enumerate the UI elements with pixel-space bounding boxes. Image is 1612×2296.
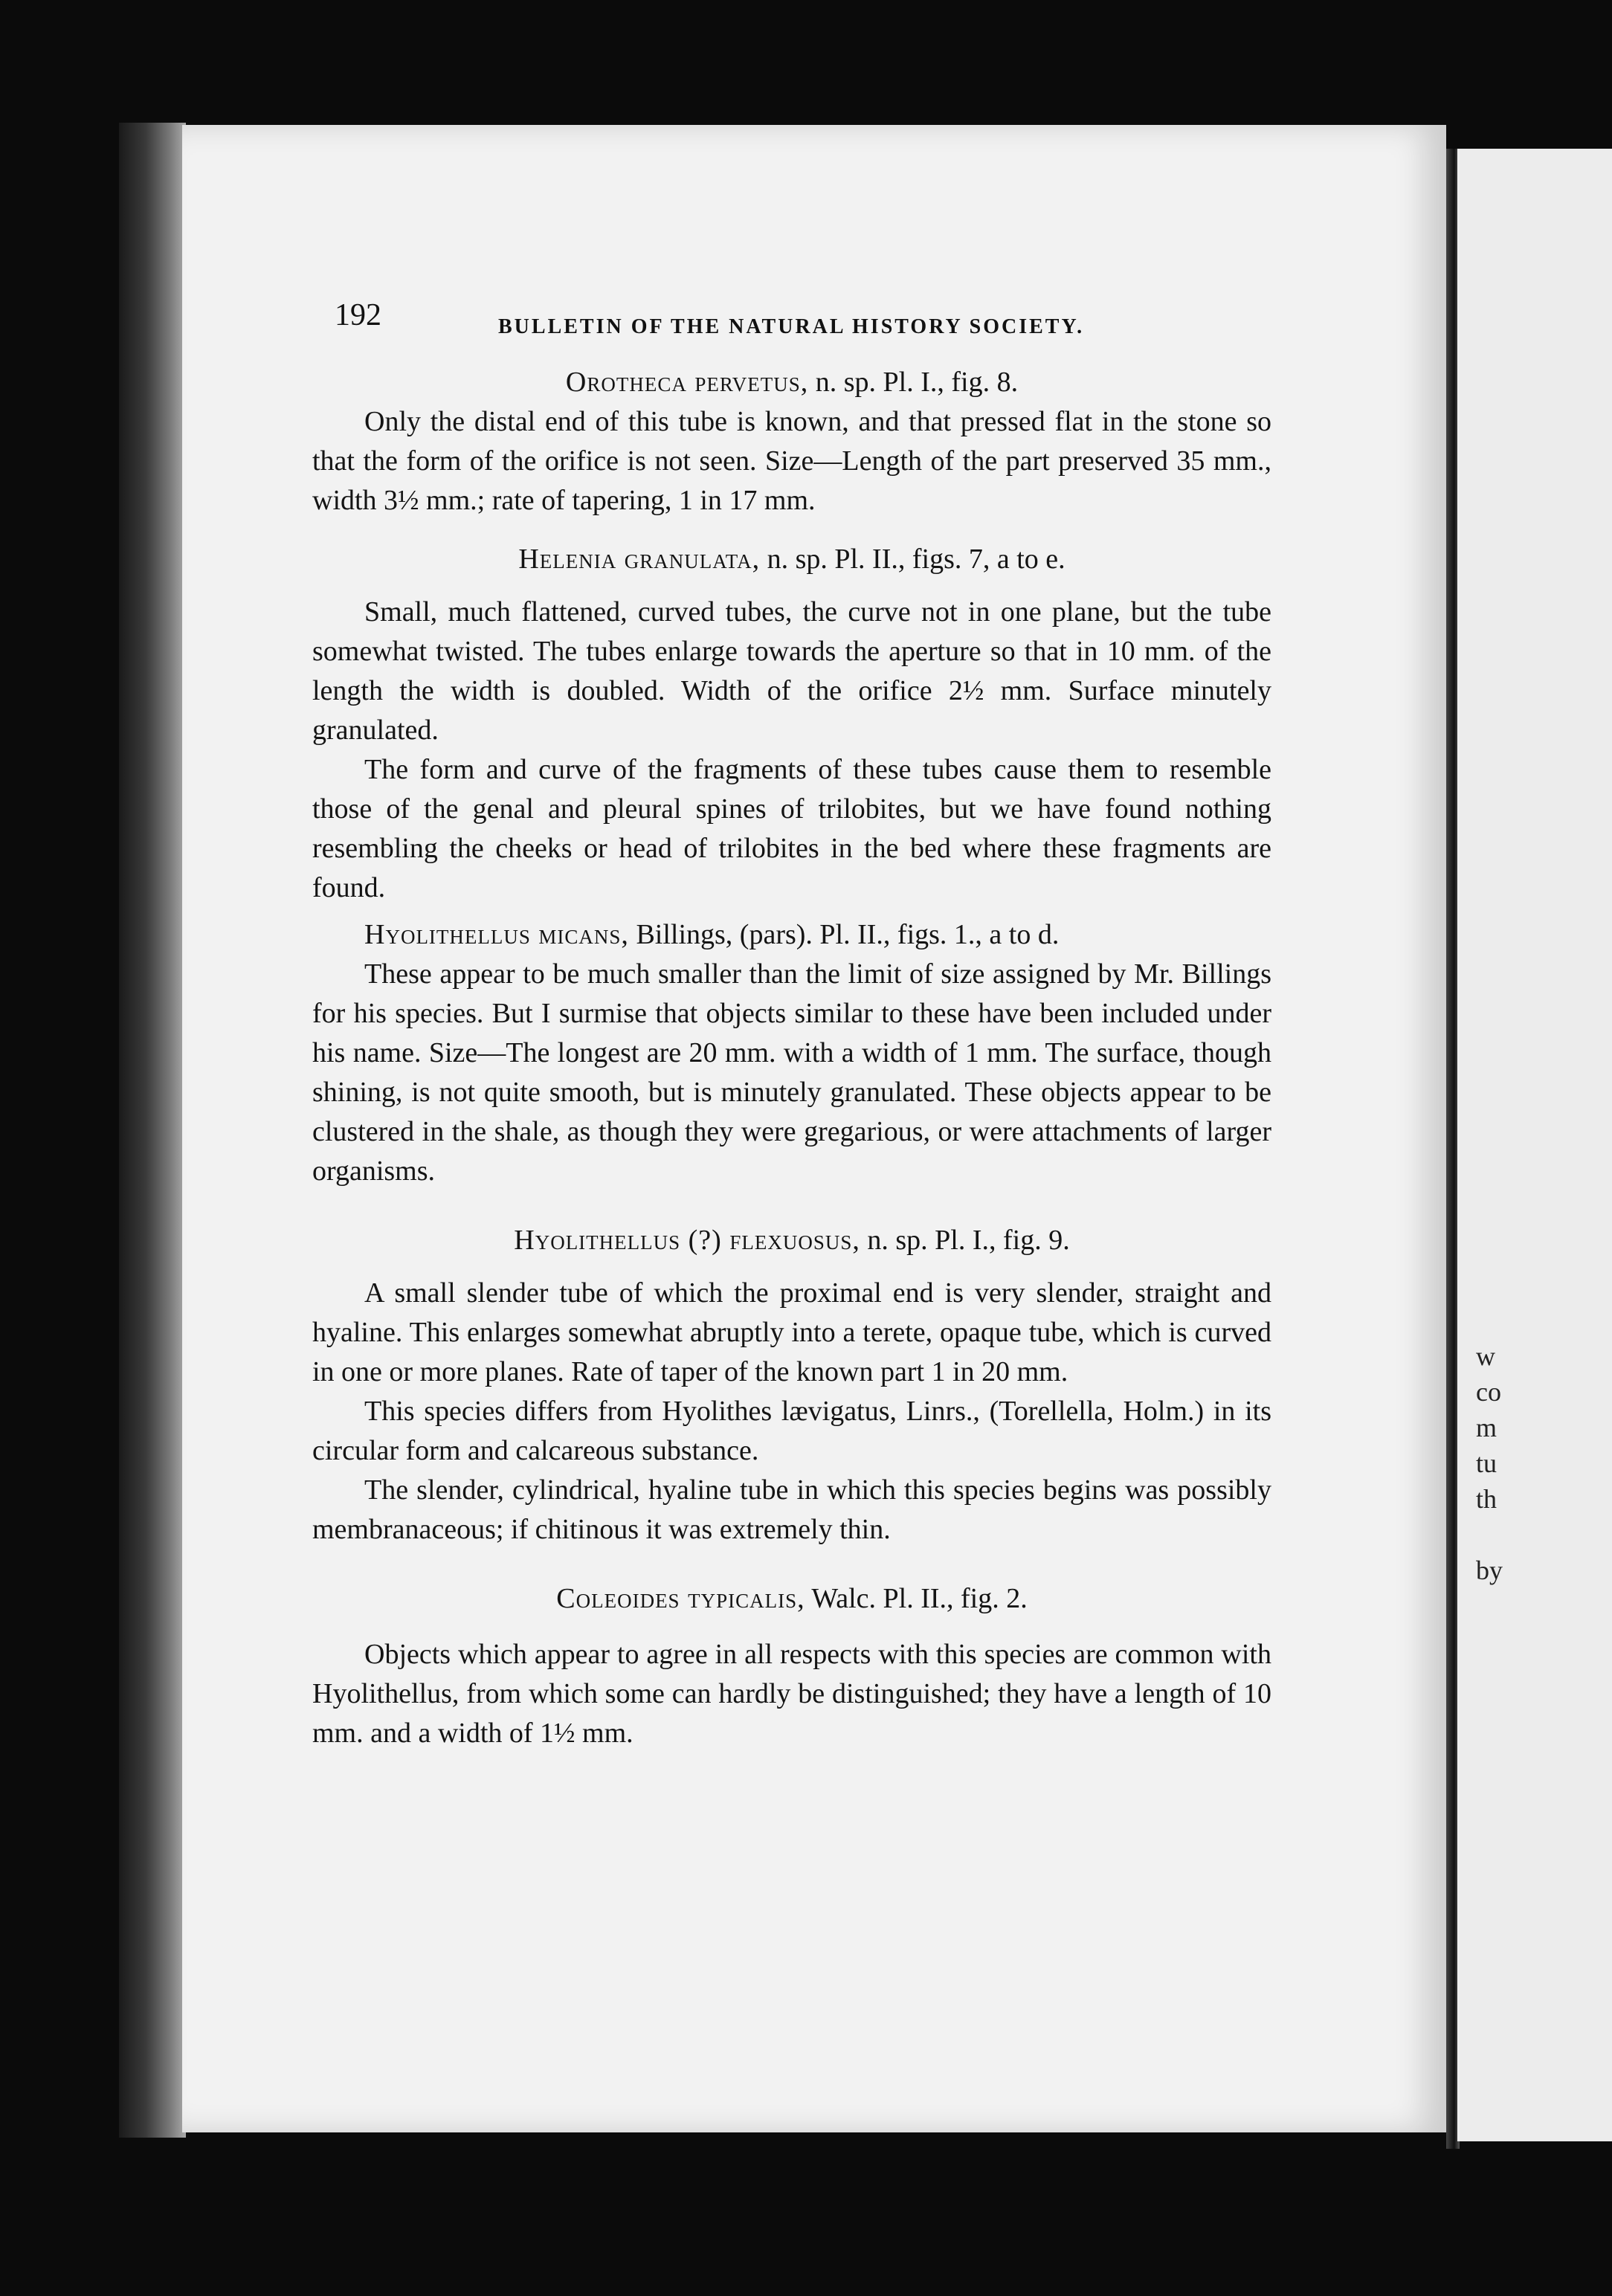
taxon-name: Hyolithellus (?) flexuosus, (514, 1225, 860, 1256)
description-paragraph: The slender, cylindrical, hyaline tube in which this species begins was possibly membranaceous; if chitinous it was extremely thin. (312, 1474, 1271, 1545)
species-heading (312, 540, 1271, 579)
species-heading (312, 1579, 1271, 1619)
fragment-line: m (1476, 1413, 1497, 1442)
description-paragraph: Only the distal end of this tube is known, and that pressed flat in the stone so that the form of the orifice is not seen. Size—Length of the part preserved 35 mm., width 3½ mm.; rate of tapering, 1 in 17 mm. (312, 406, 1271, 516)
species-heading (312, 1221, 1271, 1260)
fragment-line: tu (1476, 1448, 1497, 1478)
description-paragraph: A small slender tube of which the proximal end is very slender, straight and hyaline. This enlarges somewhat abruptly into a terete, opaque tube, which is curved in one or more planes. Rate of taper of the known part 1 in 20 mm. (312, 1277, 1271, 1387)
description-paragraph: This species differs from Hyolithes lævigatus, Linrs., (Torellella, Holm.) in its circular form and calcareous substance. (312, 1396, 1271, 1466)
taxon-name: Orotheca pervetus, (565, 367, 809, 398)
taxon-name: Coleoides typicalis, (556, 1583, 805, 1614)
right-page-edge (1457, 149, 1612, 2141)
taxon-reference: n. sp. Pl. II., figs. 7, a to e. (760, 544, 1065, 575)
header-title: BULLETIN OF THE NATURAL HISTORY SOCIETY. (498, 315, 1085, 338)
fragment-line: by (1476, 1555, 1503, 1585)
fragment-line: co (1476, 1377, 1501, 1407)
fragment-line: w (1476, 1341, 1495, 1371)
taxon-reference: Walc. Pl. II., fig. 2. (805, 1583, 1028, 1614)
description-paragraph: These appear to be much smaller than the limit of size assigned by Mr. Billings for his species. But I surmise that objects similar to these have been included under his name. Size—The longest are 20 mm. with a width of 1 mm. The surface, though shining, is not quite smooth, but is minutely granulated. These objects appear to be clustered in the shale, as though they were gregarious, or were attachments of larger organisms. (312, 958, 1271, 1187)
taxon-name: Helenia granulata, (518, 544, 761, 575)
taxon-reference: n. sp. Pl. I., fig. 8. (808, 367, 1019, 398)
taxon-name: Hyolithellus micans, (364, 919, 629, 950)
description-paragraph: The form and curve of the fragments of these tubes cause them to resemble those of the genal and pleural spines of trilobites, but we have found nothing resembling the cheeks or head of trilobites in the bed where these fragments are found. (312, 754, 1271, 903)
taxon-reference: Billings, (pars). Pl. II., figs. 1., a to d. (628, 919, 1060, 950)
species-heading (312, 915, 1271, 955)
fragment-line: th (1476, 1484, 1497, 1514)
page-body (312, 363, 1271, 1753)
page-number: 192 (335, 298, 381, 332)
fragment-line (1476, 1517, 1595, 1552)
species-heading (312, 363, 1271, 402)
description-paragraph: Objects which appear to agree in all respects with this species are common with Hyolithellus, from which some can hardly be distinguished; they have a length of 10 mm. and a width of 1½ mm. (312, 1639, 1271, 1749)
adjacent-page-text (1476, 1338, 1595, 1588)
description-paragraph: Small, much flattened, curved tubes, the curve not in one plane, but the tube somewhat twisted. The tubes enlarge towards the aperture so that in 10 mm. of the length the width is doubled. Width of the orifice 2½ mm. Surface minutely granulated. (312, 596, 1271, 746)
running-head (335, 297, 1271, 342)
taxon-reference: n. sp. Pl. I., fig. 9. (860, 1225, 1070, 1256)
book-spine (119, 123, 186, 2138)
